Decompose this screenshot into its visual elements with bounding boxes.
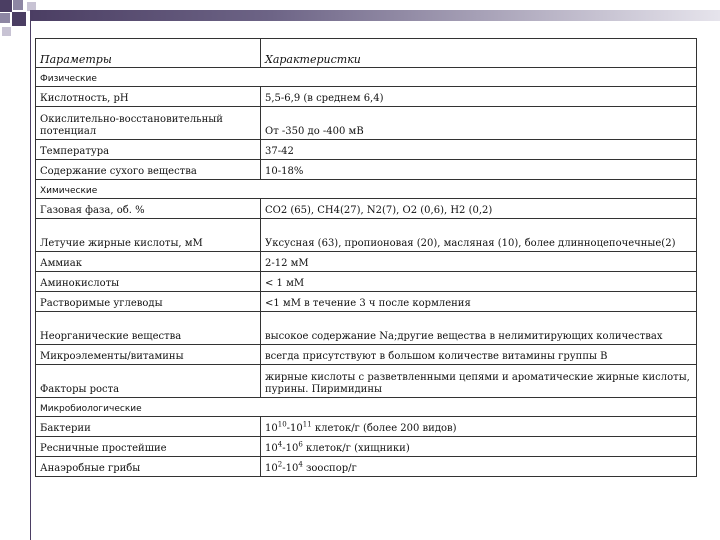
value-cell: 5,5-6,9 (в среднем 6,4) (261, 87, 697, 107)
parameters-table (35, 38, 697, 477)
table-row (36, 437, 697, 457)
param-cell: Аминокислоты (36, 272, 261, 292)
param-cell: Температура (36, 140, 261, 160)
value-exponent: 10 (277, 420, 287, 429)
value-cell: CO2 (65), CH4(27), N2(7), O2 (0,6), H2 (0,2) (261, 199, 697, 219)
param-cell: Кислотность, рН (36, 87, 261, 107)
param-cell: Окислительно-восстановительный потенциал (36, 107, 261, 140)
section-title-physical: Физические (36, 68, 697, 87)
table-row (36, 345, 697, 365)
value-base: 10 (265, 423, 278, 434)
value-base: 10 (265, 443, 278, 454)
value-cell: жирные кислоты с разветвленными цепями и ароматические жирные кислоты, пурины. Пиримидины (261, 365, 697, 398)
section-row (36, 398, 697, 417)
table-row (36, 160, 697, 180)
value-cell: всегда присутствуют в большом количестве витамины группы В (261, 345, 697, 365)
value-base: -10 (282, 463, 299, 474)
deco-square (2, 27, 11, 36)
value-cell: 10-18% (261, 160, 697, 180)
value-base: -10 (286, 423, 303, 434)
value-cell: 37-42 (261, 140, 697, 160)
header-row (36, 39, 697, 68)
value-cell: Уксусная (63), пропионовая (20), масляная (10), более длинноцепочечные(2) (261, 219, 697, 252)
param-cell: Газовая фаза, об. % (36, 199, 261, 219)
param-cell: Растворимые углеводы (36, 292, 261, 312)
left-rule (30, 21, 31, 540)
value-exponent: 4 (298, 460, 303, 469)
value-cell: высокое содержание Na;другие вещества в нелимитирующих количествах (261, 312, 697, 345)
deco-square (0, 0, 12, 12)
param-cell: Бактерии (36, 417, 261, 437)
value-cell: < 1 мМ (261, 272, 697, 292)
value-cell (261, 417, 697, 437)
value-cell: <1 мМ в течение 3 ч после кормления (261, 292, 697, 312)
value-exponent: 4 (277, 440, 283, 449)
value-tail: клеток/г (более 200 видов) (311, 423, 457, 434)
table-row (36, 199, 697, 219)
value-tail: зооспор/г (302, 463, 357, 474)
value-base: 10 (265, 463, 278, 474)
table-row (36, 219, 697, 252)
table-row (36, 312, 697, 345)
value-exponent: 6 (298, 440, 303, 449)
section-row (36, 180, 697, 199)
header-bar (30, 10, 720, 21)
value-cell: 2-12 мМ (261, 252, 697, 272)
value-cell: От -350 до -400 мВ (261, 107, 697, 140)
section-title-microbiological: Микробиологические (36, 398, 697, 417)
table-row (36, 87, 697, 107)
param-cell: Летучие жирные кислоты, мМ (36, 219, 261, 252)
value-exponent: 11 (302, 420, 312, 429)
value-cell (261, 457, 697, 477)
deco-square (12, 12, 26, 26)
param-cell: Анаэробные грибы (36, 457, 261, 477)
param-cell: Факторы роста (36, 365, 261, 398)
table-row (36, 417, 697, 437)
param-cell: Неорганические вещества (36, 312, 261, 345)
deco-square (13, 0, 23, 10)
section-title-chemical: Химические (36, 180, 697, 199)
value-tail: клеток/г (хищники) (302, 443, 410, 454)
param-cell: Микроэлементы/витамины (36, 345, 261, 365)
value-base: -10 (282, 443, 299, 454)
param-cell: Аммиак (36, 252, 261, 272)
param-cell: Содержание сухого вещества (36, 160, 261, 180)
table-row (36, 457, 697, 477)
table-row (36, 272, 697, 292)
table-row (36, 252, 697, 272)
section-row (36, 68, 697, 87)
value-exponent: 2 (277, 460, 283, 469)
table-row (36, 107, 697, 140)
deco-square (0, 13, 10, 23)
table-row (36, 140, 697, 160)
table-row (36, 365, 697, 398)
header-characteristics: Характеристки (261, 39, 697, 68)
param-cell: Ресничные простейшие (36, 437, 261, 457)
value-cell (261, 437, 697, 457)
table-row (36, 292, 697, 312)
header-parameters: Параметры (36, 39, 261, 68)
